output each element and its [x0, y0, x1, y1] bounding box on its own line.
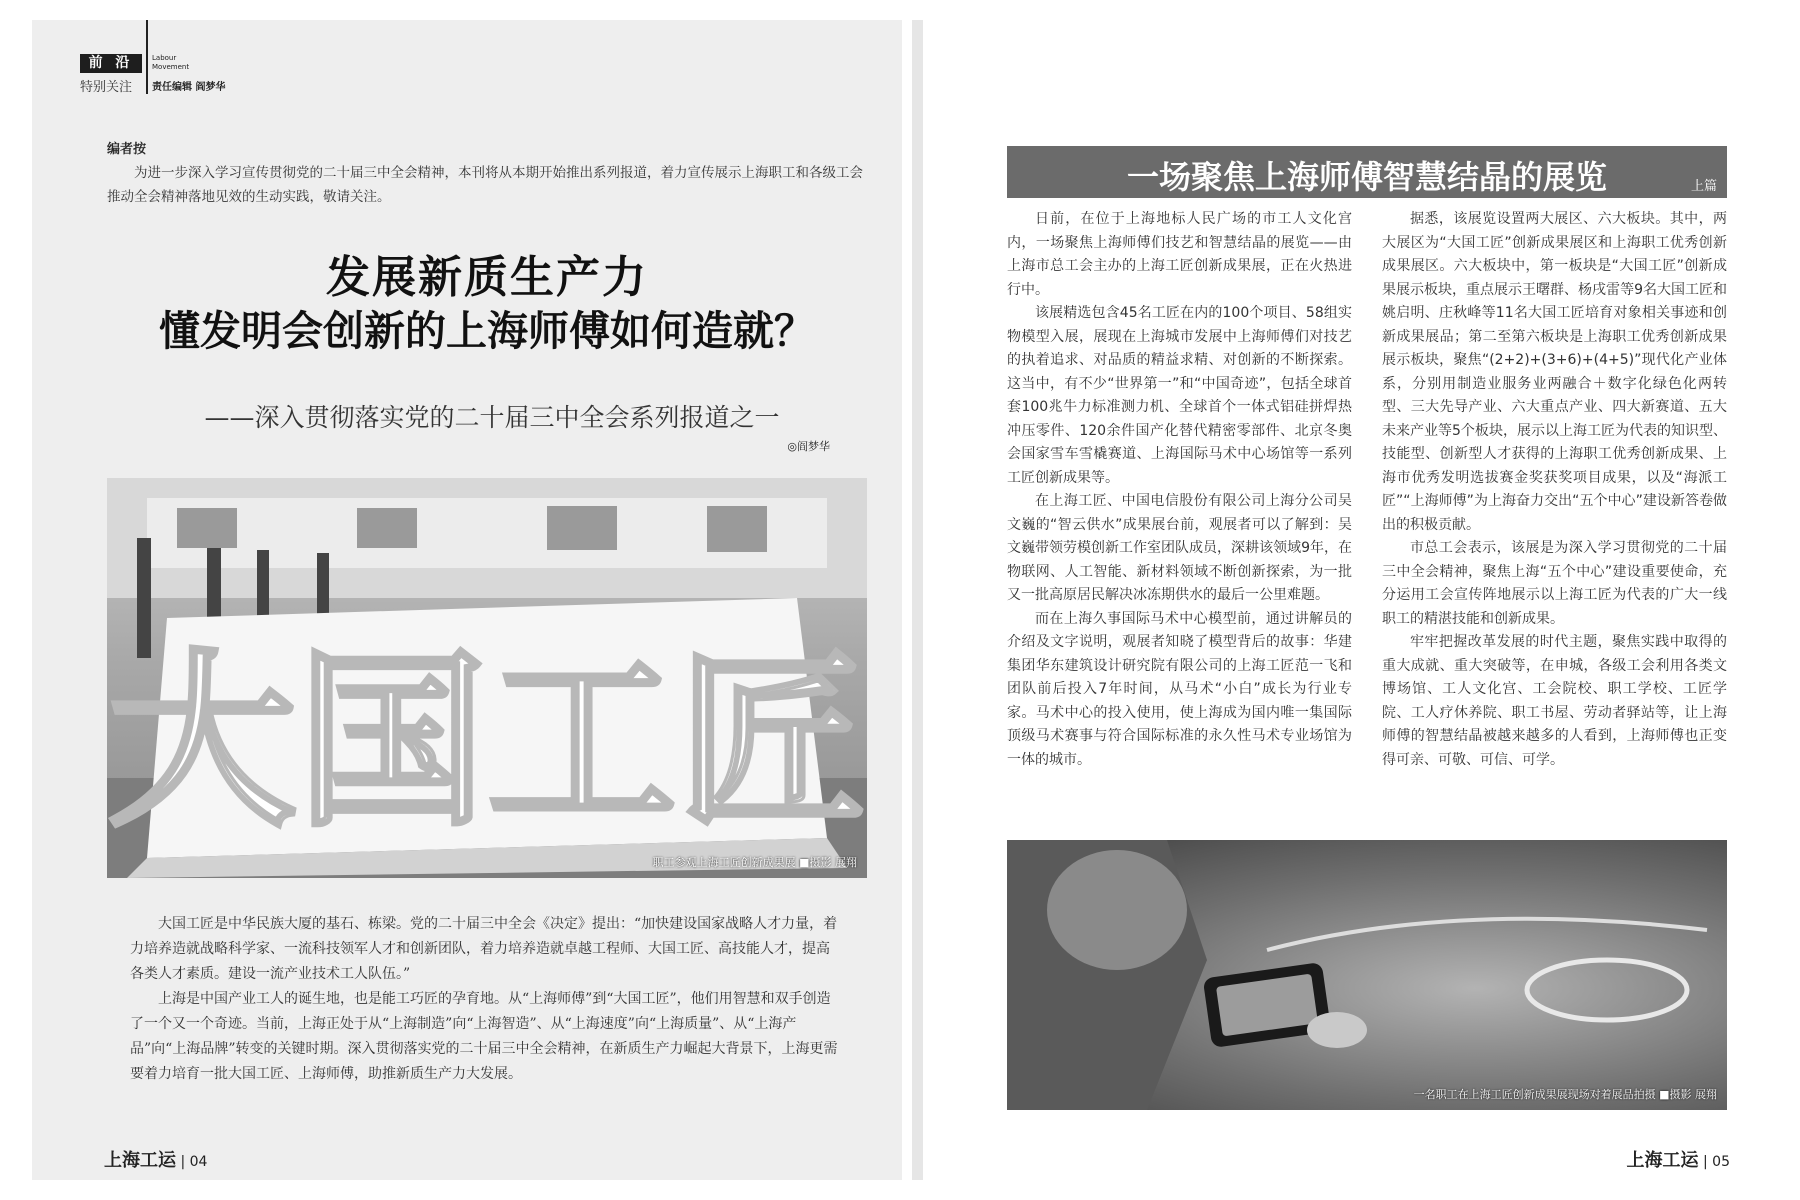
editor-credit: 责任编辑 阎梦华 [152, 82, 226, 93]
page-fold [912, 20, 923, 1180]
part-label: 上篇 [1690, 179, 1717, 194]
subheadline: ——深入贯彻落实党的二十届三中全会系列报道之一 [204, 403, 780, 432]
exhibition-photo-art [107, 478, 867, 878]
english-label: Labour Movement [152, 54, 190, 71]
section-header [80, 20, 280, 95]
paragraph: 日前，在位于上海地标人民广场的市工人文化宫内，一场聚焦上海师傅们技艺和智慧结晶的展览——由上海市总工会主办的上海工匠创新成果展，正在火热进行中。 [1007, 211, 1352, 298]
right-page [925, 20, 1800, 1180]
paragraph: 大国工匠是中华民族大厦的基石、栋梁。党的二十届三中全会《决定》提出：“加快建设国家战略人才力量，着力培养造就战略科学家、一流科技领军人才和创新团队，着力培养造就卓越工程师、大国工匠、高技能人才，提高各类人才素质。建设一流产业技术工人队伍。” [130, 916, 838, 982]
paragraph: 而在上海久事国际马术中心模型前，通过讲解员的介绍及文字说明，观展者知晓了模型背后的故事：华建集团华东建筑设计研究院有限公司的上海工匠范一飞和团队前后投入7年时间，从马术“小白”成长为行业专家。马术中心的投入使用，使上海成为国内唯一集国际顶级马术赛事与符合国际标准的永久性马术专业场馆为一体的城市。 [1007, 610, 1352, 768]
worker-photo-art [1007, 840, 1727, 1110]
magazine-logo: 上海工运 [104, 1150, 176, 1171]
magazine-logo: 上海工运 [1626, 1150, 1699, 1171]
photo-caption: 职工参观上海工匠创新成果展 ■摄影 展翔 [652, 856, 857, 869]
header-divider [146, 20, 148, 94]
page-number: 04 [189, 1154, 208, 1170]
article-column-1 [1007, 208, 1352, 772]
page-footer-right: 上海工运 | 05 [1626, 1150, 1730, 1171]
editor-note-title: 编者按 [107, 142, 147, 157]
article-title: 一场聚焦上海师傅智慧结晶的展览 [1126, 158, 1607, 196]
section-badge: 前 沿 [80, 54, 142, 73]
paragraph: 上海是中国产业工人的诞生地，也是能工巧匠的孕育地。从“上海师傅”到“大国工匠”，他们用智慧和双手创造了一个又一个奇迹。当前，上海正处于从“上海制造”向“上海智造”、从“上海速度”向“上海质量”、从“上海产品”向“上海品牌”转变的关键时期。深入贯彻落实党的二十届三中全会精神，在新质生产力崛起大背景下，上海更需要着力培育一批大国工匠、上海师傅，助推新质生产力大发展。 [130, 991, 838, 1082]
byline: ◎阎梦华 [787, 440, 830, 453]
paragraph: 据悉，该展览设置两大展区、六大板块。其中，两大展区为“大国工匠”创新成果展区和上海职工优秀创新成果展区。六大板块中，第一板块是“大国工匠”创新成果展示板块，重点展示王曙群、杨戌雷等9名大国工匠和姚启明、庄秋峰等11名大国工匠培育对象相关事迹和创新成果展品；第二至第六板块是上海职工优秀创新成果展示板块，聚焦“(2+2)+(3+6)+(4+5)”现代化产业体系，分别用制造业服务业两融合＋数字化绿色化两转型、三大先导产业、六大重点产业、四大新赛道、五大未来产业等5个板块，展示以上海工匠为代表的知识型、技能型、创新型人才获得的上海职工优秀创新成果、上海市优秀发明选拔赛金奖获奖项目成果，以及“海派工匠”“上海师傅”为上海奋力交出“五个中心”建设新答卷做出的积极贡献。 [1382, 211, 1727, 533]
article-column-2 [1382, 208, 1727, 772]
paragraph: 在上海工匠、中国电信股份有限公司上海分公司吴文巍的“智云供水”成果展台前，观展者可以了解到：吴文巍带领劳模创新工作室团队成员，深耕该领域9年，在物联网、人工智能、新材料领域不断创新探索，为一批又一批高原居民解决冰冻期供水的最后一公里难题。 [1007, 493, 1352, 603]
editor-note-text: 为进一步深入学习宣传贯彻党的二十届三中全会精神，本刊将从本期开始推出系列报道，着力宣传展示上海职工和各级工会推动全会精神落地见效的生动实践，敬请关注。 [107, 165, 863, 205]
title-banner [1007, 146, 1727, 198]
headline-line-2: 懂发明会创新的上海师傅如何造就？ [159, 307, 815, 355]
page-footer-left: 上海工运 | 04 [104, 1150, 208, 1171]
paragraph: 牢牢把握改革发展的时代主题，聚焦实践中取得的重大成就、重大突破等，在申城，各级工会利用各类文博场馆、工人文化宫、工会院校、职工学校、工匠学院、工人疗休养院、职工书屋、劳动者驿站等，让上海师傅的智慧结晶被越来越多的人看到，上海师傅也正变得可亲、可敬、可信、可学。 [1382, 634, 1727, 768]
sign-text: 大国工匠 [107, 632, 867, 853]
left-page [32, 20, 902, 1180]
headline-line-1: 发展新质生产力 [326, 252, 648, 303]
section-label: 特别关注 [80, 80, 133, 95]
page-number: 05 [1712, 1154, 1730, 1170]
photo-caption: 一名职工在上海工匠创新成果展现场对着展品拍摄 ■摄影 展翔 [1413, 1088, 1717, 1101]
article-body-left [130, 912, 840, 1087]
paragraph: 市总工会表示，该展是为深入学习贯彻党的二十届三中全会精神，聚焦上海“五个中心”建设重要使命，充分运用工会宣传阵地展示以上海工匠为代表的广大一线职工的精湛技能和创新成果。 [1382, 540, 1727, 627]
worker-photo [1007, 840, 1727, 1110]
paragraph: 该展精选包含45名工匠在内的100个项目、58组实物模型入展，展现在上海城市发展中上海师傅们对技艺的执着追求、对品质的精益求精、对创新的不断探索。这当中，有不少“世界第一”和“中国奇迹”，包括全球首套100兆牛力标准测力机、全球首个一体式铝硅拼焊热冲压零件、120余件国产化替代精密零部件、北京冬奥会国家雪车雪橇赛道、上海国际马术中心场馆等一系列工匠创新成果等。 [1007, 305, 1352, 486]
exhibition-photo [107, 478, 867, 878]
